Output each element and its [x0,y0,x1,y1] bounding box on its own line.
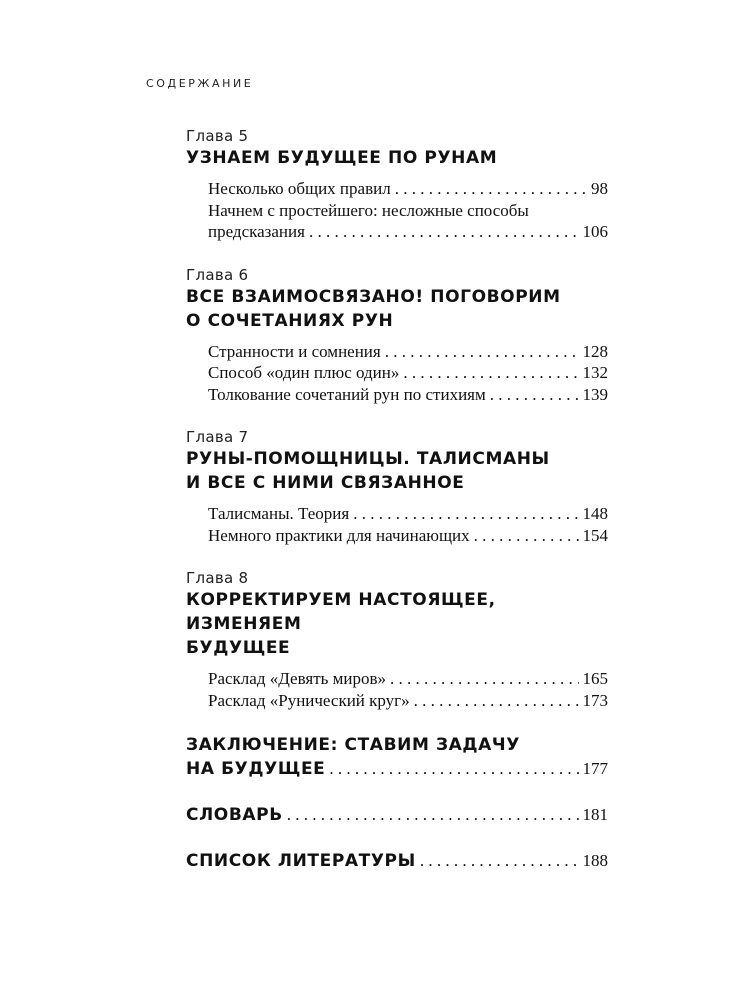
chapter-8 [186,568,608,711]
toc-entry[interactable] [208,668,608,690]
table-of-contents [186,126,608,895]
dot-leader [385,341,579,363]
chapter-title-line: О СОЧЕТАНИЯХ РУН [186,310,394,331]
dot-leader [490,384,579,406]
section-bibliography[interactable] [186,849,608,873]
chapter-entries [186,503,608,546]
entry-page: 139 [582,384,608,404]
entry-page: 98 [591,179,608,198]
section-page: 188 [582,851,608,870]
chapter-label: Глава 8 [186,569,249,587]
dot-leader [353,503,578,525]
section-conclusion[interactable] [186,733,608,781]
entry-page: 173 [582,690,608,710]
entry-title: Расклад «Девять миров» [208,669,387,688]
toc-entry[interactable] [208,503,608,525]
toc-entry[interactable] [208,384,608,406]
toc-entry[interactable] [208,341,608,363]
toc-entry[interactable] [208,690,608,712]
dot-leader [329,757,578,781]
chapter-7 [186,427,608,546]
entry-page: 128 [582,341,608,361]
toc-entry[interactable] [208,221,608,243]
section-glossary[interactable] [186,803,608,827]
entry-title: Несколько общих правил [208,179,391,198]
section-title: ЗАКЛЮЧЕНИЕ: СТАВИМ ЗАДАЧУ [186,735,520,755]
dot-leader [474,525,579,547]
section-line [186,849,608,873]
chapter-title [186,588,608,660]
entry-title-first-line: Начнем с простейшего: несложные способы [208,200,529,220]
chapter-entries [186,668,608,711]
section-page: 177 [582,759,608,778]
dot-leader [309,221,579,243]
chapter-title-line: КОРРЕКТИРУЕМ НАСТОЯЩЕЕ, ИЗМЕНЯЕМ [186,590,496,634]
chapter-label: Глава 7 [186,428,249,446]
section-title-first-line [186,733,608,757]
chapter-entries [186,178,608,243]
section-page: 181 [582,805,608,824]
entry-title: Расклад «Рунический круг» [208,690,410,710]
section-line [186,757,608,781]
chapter-title-line: БУДУЩЕЕ [186,638,291,658]
chapter-title [186,146,608,170]
entry-page: 148 [582,504,608,523]
chapter-title-line: И ВСЕ С НИМИ СВЯЗАННОЕ [186,473,465,493]
entry-title: Способ «один плюс один» [208,363,400,382]
running-head: СОДЕРЖАНИЕ [146,77,254,90]
chapter-5 [186,126,608,243]
section-title: НА БУДУЩЕЕ [186,759,326,779]
chapter-title-line: ВСЕ ВЗАИМОСВЯЗАНО! ПОГОВОРИМ [186,286,561,307]
dot-leader [390,668,578,690]
entry-title: Странности и сомнения [208,341,381,361]
chapter-title-line: РУНЫ-ПОМОЩНИЦЫ. ТАЛИСМАНЫ [186,449,550,469]
entry-title: Немного практики для начинающих [208,525,470,545]
toc-entry[interactable] [208,525,608,547]
entry-title: Толкование сочетаний рун по стихиям [208,384,486,404]
entry-page: 154 [582,525,608,545]
entry-page: 165 [582,669,608,688]
toc-entry[interactable] [208,178,608,200]
dot-leader [287,803,579,827]
chapter-title [186,447,608,495]
chapter-6 [186,265,608,406]
dot-leader [395,178,587,200]
chapter-title [186,285,608,333]
dot-leader [420,849,579,873]
section-title: СЛОВАРЬ [186,805,283,825]
entry-title: предсказания [208,222,305,241]
entry-page: 106 [582,222,608,241]
toc-entry[interactable] [208,362,608,384]
chapter-label: Глава 6 [186,265,249,284]
chapter-label: Глава 5 [186,127,249,145]
entry-page: 132 [582,363,608,382]
dot-leader [403,362,578,384]
section-title: СПИСОК ЛИТЕРАТУРЫ [186,851,416,871]
chapter-entries [186,341,608,406]
dot-leader [414,690,579,712]
section-line [186,803,608,827]
chapter-title-line: УЗНАЕМ БУДУЩЕЕ ПО РУНАМ [186,148,498,168]
entry-title: Талисманы. Теория [208,504,350,523]
